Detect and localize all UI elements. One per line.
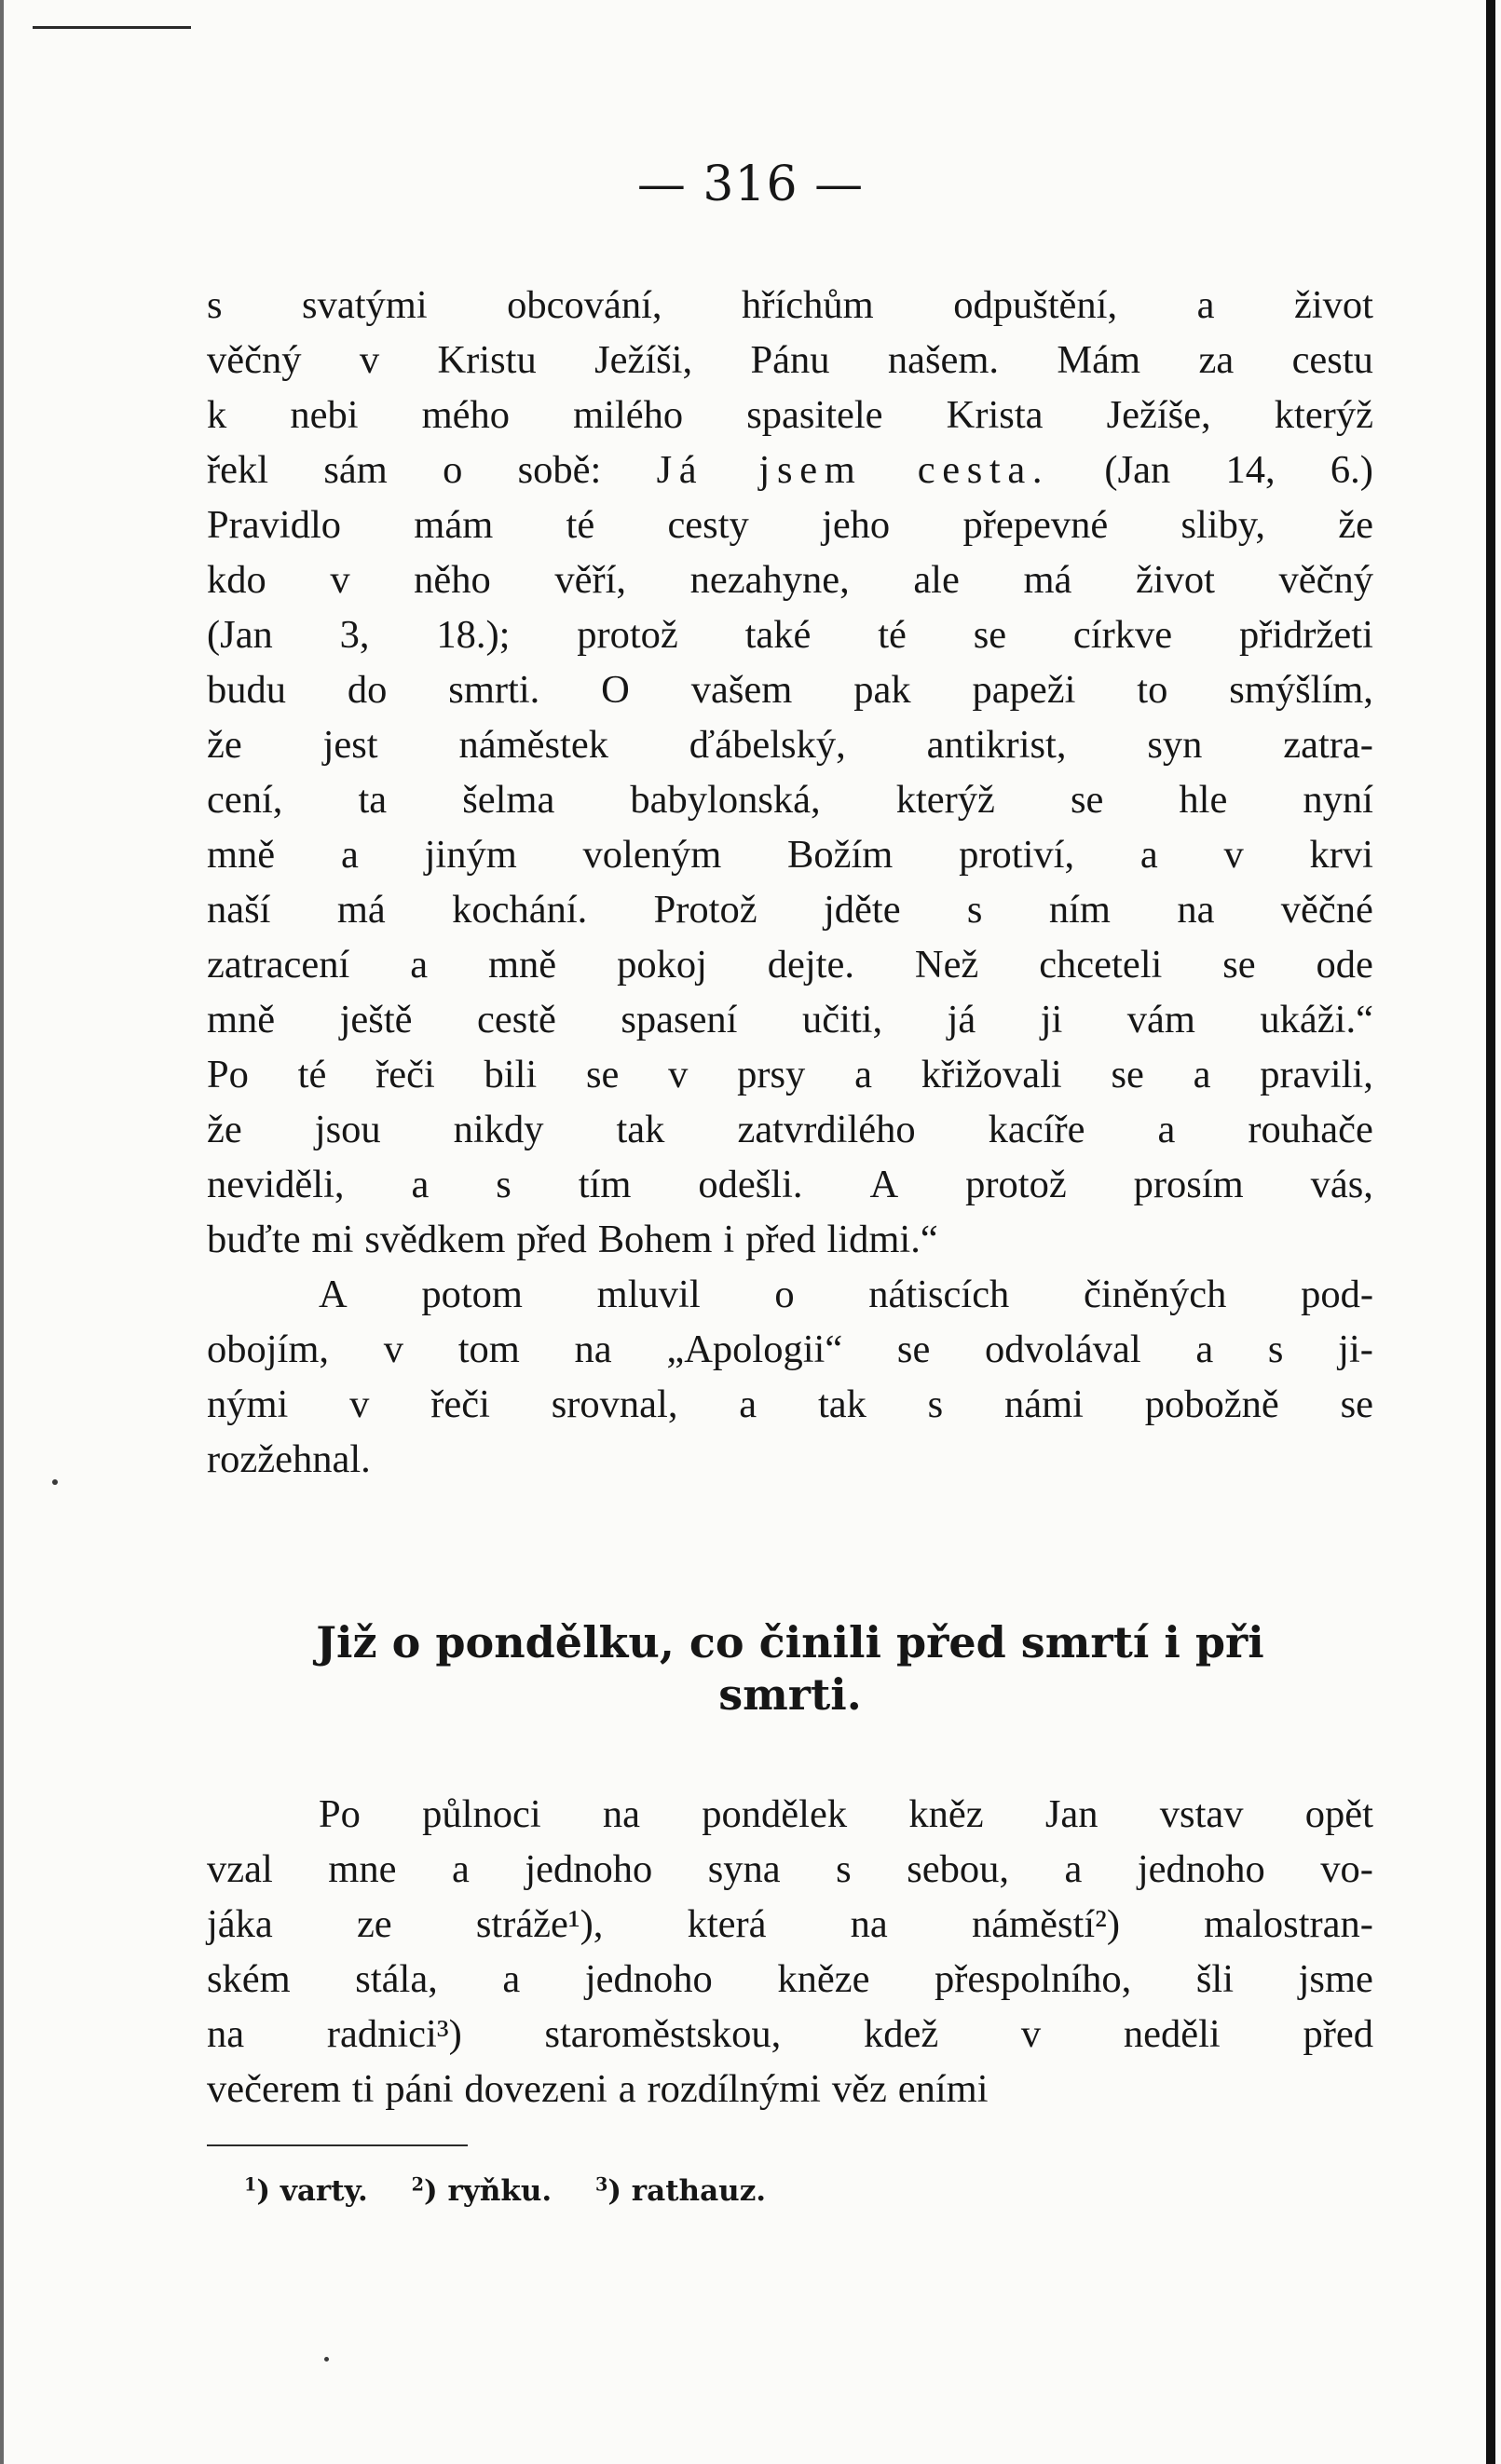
word: O bbox=[601, 668, 630, 712]
word: neviděli, bbox=[207, 1163, 345, 1206]
word: před bbox=[516, 1218, 587, 1261]
word: a bbox=[1157, 1108, 1176, 1151]
page-left-edge bbox=[0, 0, 4, 2464]
word: která bbox=[687, 1902, 767, 1946]
word: jeho bbox=[822, 503, 891, 547]
word: kacíře bbox=[988, 1108, 1085, 1151]
word: mluvil bbox=[596, 1273, 701, 1316]
word: s bbox=[836, 1847, 852, 1891]
word: ti bbox=[351, 2067, 375, 2111]
word: se bbox=[896, 1327, 931, 1371]
word: Krista bbox=[946, 393, 1044, 437]
word: spasení bbox=[621, 998, 738, 1041]
word: antikrist, bbox=[926, 723, 1067, 767]
word: věčné bbox=[1280, 888, 1373, 932]
word: vás, bbox=[1310, 1163, 1373, 1206]
footnote-1-mark: 1 bbox=[244, 2173, 257, 2196]
word: kněze bbox=[777, 1957, 870, 2001]
word: kdež bbox=[863, 2012, 939, 2056]
word: krvi bbox=[1309, 833, 1373, 877]
text-line bbox=[207, 772, 1373, 827]
word: nikdy bbox=[453, 1108, 544, 1151]
word: že bbox=[207, 723, 242, 767]
word: protož bbox=[965, 1163, 1067, 1206]
word: a bbox=[410, 943, 429, 987]
word: já bbox=[947, 998, 976, 1041]
word: a bbox=[739, 1382, 757, 1426]
print-speck bbox=[324, 2357, 329, 2362]
word: Protož bbox=[653, 888, 757, 932]
word: stráže¹), bbox=[475, 1902, 604, 1946]
word: jednoho bbox=[584, 1957, 713, 2001]
word: rozdílnými bbox=[647, 2067, 821, 2111]
word: se bbox=[973, 613, 1007, 657]
word: přepevné bbox=[962, 503, 1109, 547]
word: půlnoci bbox=[422, 1792, 541, 1836]
word: věří, bbox=[554, 558, 627, 602]
word: jáka bbox=[207, 1902, 273, 1946]
text-line bbox=[207, 1157, 1373, 1212]
word: jsem bbox=[758, 448, 863, 492]
word: v bbox=[668, 1053, 689, 1096]
section-heading bbox=[207, 1616, 1373, 1721]
word: za bbox=[1198, 338, 1235, 382]
text-line bbox=[207, 827, 1373, 882]
word: jest bbox=[322, 723, 378, 767]
word: ale bbox=[913, 558, 960, 602]
page-number: — 316 — bbox=[636, 157, 865, 212]
word: A bbox=[319, 1273, 348, 1316]
word: bili bbox=[484, 1053, 538, 1096]
word: přespolního, bbox=[935, 1957, 1132, 2001]
word: našem. bbox=[887, 338, 1000, 382]
text-line bbox=[207, 1102, 1373, 1157]
word: Bohem bbox=[597, 1218, 713, 1261]
word: ďábelský, bbox=[689, 723, 846, 767]
text-line bbox=[207, 442, 1373, 497]
word: ukáži.“ bbox=[1260, 998, 1373, 1041]
footnote-1 bbox=[244, 2174, 368, 2208]
word: Po bbox=[207, 1053, 249, 1096]
text-line bbox=[207, 333, 1373, 388]
word: něho bbox=[414, 558, 491, 602]
word: Než bbox=[914, 943, 979, 987]
word: hříchům bbox=[742, 283, 874, 327]
print-speck bbox=[52, 1479, 58, 1485]
section-heading-line-1: Již o pondělku, co činili před smrtí i při bbox=[316, 1617, 1264, 1668]
page-top-edge-mark bbox=[33, 26, 191, 29]
word: cesty bbox=[667, 503, 749, 547]
word: v bbox=[1020, 2012, 1042, 2056]
footnote-2-text: ) ryňku. bbox=[424, 2174, 553, 2208]
word: kdo bbox=[207, 558, 266, 602]
text-line bbox=[207, 607, 1373, 662]
word: život bbox=[1293, 283, 1373, 327]
text-line bbox=[207, 1787, 1373, 1842]
word: jsme bbox=[1298, 1957, 1373, 2001]
word: obojím, bbox=[207, 1327, 330, 1371]
word: té bbox=[566, 503, 595, 547]
text-line bbox=[207, 2007, 1373, 2062]
word: kněz bbox=[908, 1792, 984, 1836]
word: kterýž bbox=[895, 778, 995, 822]
word: že bbox=[1338, 503, 1373, 547]
word: před bbox=[745, 1218, 816, 1261]
text-line bbox=[207, 1842, 1373, 1897]
word: se bbox=[1222, 943, 1256, 987]
word: pondělek bbox=[702, 1792, 848, 1836]
word: na bbox=[1177, 888, 1215, 932]
word: hle bbox=[1179, 778, 1228, 822]
paragraph-2 bbox=[207, 1267, 1373, 1487]
word: ode bbox=[1316, 943, 1373, 987]
word: cení, bbox=[207, 778, 283, 822]
word: protož bbox=[577, 613, 678, 657]
word: svědkem bbox=[364, 1218, 506, 1261]
word: radnici³) bbox=[326, 2012, 462, 2056]
text-line bbox=[207, 278, 1373, 333]
word: té bbox=[297, 1053, 327, 1096]
word: na bbox=[602, 1792, 641, 1836]
word: Ježíši, bbox=[594, 338, 693, 382]
word: a bbox=[1064, 1847, 1083, 1891]
word: se bbox=[1340, 1382, 1373, 1426]
section-heading-line-2: smrti. bbox=[718, 1669, 862, 1720]
word: jděte bbox=[823, 888, 901, 932]
word: na bbox=[207, 2012, 245, 2056]
word: se bbox=[1070, 778, 1104, 822]
word: s bbox=[966, 888, 983, 932]
text-line bbox=[207, 1212, 1373, 1267]
word: a bbox=[854, 1053, 872, 1096]
word: učiti, bbox=[801, 998, 883, 1041]
word: vašem bbox=[690, 668, 793, 712]
word: také bbox=[744, 613, 812, 657]
text-line bbox=[207, 388, 1373, 442]
word: náměstí²) bbox=[971, 1902, 1121, 1946]
word: malostran- bbox=[1204, 1902, 1373, 1946]
word: že bbox=[207, 1108, 242, 1151]
word: ještě bbox=[339, 998, 413, 1041]
word: církve bbox=[1072, 613, 1173, 657]
word: odpuštění, bbox=[953, 283, 1118, 327]
word: námi bbox=[1004, 1382, 1084, 1426]
word: staroměstskou, bbox=[544, 2012, 782, 2056]
word: vo- bbox=[1320, 1847, 1373, 1891]
word: věčný bbox=[1278, 558, 1373, 602]
word: dovezeni bbox=[464, 2067, 607, 2111]
word: nyní bbox=[1303, 778, 1373, 822]
word: šelma bbox=[462, 778, 555, 822]
footnotes bbox=[244, 2172, 799, 2210]
word: obcování, bbox=[507, 283, 662, 327]
word: ním bbox=[1048, 888, 1111, 932]
word: chceteli bbox=[1039, 943, 1163, 987]
word: přidržeti bbox=[1238, 613, 1373, 657]
word: Po bbox=[319, 1792, 361, 1836]
word: 6.) bbox=[1330, 448, 1373, 492]
word: v bbox=[330, 558, 350, 602]
word: prosím bbox=[1133, 1163, 1244, 1206]
word: potom bbox=[421, 1273, 523, 1316]
word: věz bbox=[831, 2067, 887, 2111]
footnote-rule bbox=[207, 2144, 468, 2146]
word: tím bbox=[578, 1163, 632, 1206]
word: do bbox=[347, 668, 388, 712]
word: odvolával bbox=[985, 1327, 1141, 1371]
text-line bbox=[207, 1047, 1373, 1102]
word: mi bbox=[311, 1218, 354, 1261]
word: a bbox=[1139, 833, 1158, 877]
word: Božím bbox=[787, 833, 894, 877]
text-line bbox=[207, 992, 1373, 1047]
word: o bbox=[443, 448, 463, 492]
word: má bbox=[336, 888, 386, 932]
word: mne bbox=[328, 1847, 397, 1891]
text-line bbox=[207, 1432, 1373, 1487]
word: v bbox=[1223, 833, 1244, 877]
word: té bbox=[878, 613, 907, 657]
word: a bbox=[1193, 1053, 1211, 1096]
word: dejte. bbox=[767, 943, 854, 987]
word: mně bbox=[207, 833, 276, 877]
word: řekl bbox=[207, 448, 269, 492]
word: i bbox=[723, 1218, 735, 1261]
word: odešli. bbox=[698, 1163, 803, 1206]
word: opět bbox=[1304, 1792, 1373, 1836]
word: na bbox=[574, 1327, 612, 1371]
word: mám bbox=[414, 503, 494, 547]
word: a bbox=[1195, 1327, 1214, 1371]
word: mého bbox=[421, 393, 510, 437]
word: A bbox=[869, 1163, 899, 1206]
word: „Apologii“ bbox=[666, 1327, 843, 1371]
word: má bbox=[1023, 558, 1072, 602]
word: jiným bbox=[424, 833, 517, 877]
word: pokoj bbox=[617, 943, 707, 987]
word: o bbox=[774, 1273, 795, 1316]
word: s bbox=[207, 283, 223, 327]
text-line bbox=[207, 497, 1373, 552]
word: stála, bbox=[355, 1957, 438, 2001]
word: v bbox=[359, 338, 380, 382]
word: lidmi.“ bbox=[826, 1218, 938, 1261]
word: sobě: bbox=[517, 448, 602, 492]
word: cestu bbox=[1291, 338, 1373, 382]
word: syna bbox=[707, 1847, 781, 1891]
word: zatra- bbox=[1283, 723, 1373, 767]
word: náměstek bbox=[458, 723, 608, 767]
word: nátiscích bbox=[868, 1273, 1010, 1316]
word: voleným bbox=[582, 833, 722, 877]
word: mně bbox=[207, 998, 276, 1041]
text-line bbox=[207, 2062, 1373, 2117]
text-line bbox=[207, 717, 1373, 772]
word: tom bbox=[457, 1327, 520, 1371]
word: 3, bbox=[339, 613, 370, 657]
word: Mám bbox=[1057, 338, 1141, 382]
word: řeči bbox=[430, 1382, 490, 1426]
text-line bbox=[207, 552, 1373, 607]
word: před bbox=[1303, 2012, 1373, 2056]
word: 18.); bbox=[436, 613, 511, 657]
word: smýšlím, bbox=[1229, 668, 1373, 712]
word: neděli bbox=[1123, 2012, 1221, 2056]
word: smrti. bbox=[448, 668, 540, 712]
word: Ježíše, bbox=[1106, 393, 1211, 437]
word: cestě bbox=[476, 998, 556, 1041]
word: kochání. bbox=[452, 888, 588, 932]
word: babylonská, bbox=[630, 778, 821, 822]
word: ji- bbox=[1338, 1327, 1373, 1371]
word: nezahyne, bbox=[689, 558, 850, 602]
word: jednoho bbox=[1137, 1847, 1265, 1891]
word: vzal bbox=[207, 1847, 273, 1891]
word: vám bbox=[1126, 998, 1195, 1041]
word: spasitele bbox=[746, 393, 883, 437]
footnote-1-text: ) varty. bbox=[256, 2174, 368, 2208]
word: to bbox=[1137, 668, 1168, 712]
word: s bbox=[1267, 1327, 1284, 1371]
word: šli bbox=[1195, 1957, 1235, 2001]
word: eními bbox=[897, 2067, 989, 2111]
word: zatracení bbox=[207, 943, 350, 987]
word: s bbox=[496, 1163, 512, 1206]
word: Pravidlo bbox=[207, 503, 342, 547]
word: rouhače bbox=[1248, 1108, 1373, 1151]
word: sebou, bbox=[907, 1847, 1009, 1891]
footnote-3-text: ) rathauz. bbox=[607, 2174, 767, 2208]
word: věčný bbox=[207, 338, 302, 382]
word: v bbox=[349, 1382, 370, 1426]
word: zatvrdilého bbox=[737, 1108, 916, 1151]
word: nými bbox=[207, 1382, 289, 1426]
word: ji bbox=[1040, 998, 1063, 1041]
word: Pánu bbox=[750, 338, 830, 382]
word: srovnal, bbox=[551, 1382, 678, 1426]
word: a bbox=[451, 1847, 470, 1891]
footnote-2 bbox=[412, 2174, 553, 2208]
word: tak bbox=[616, 1108, 665, 1151]
word: syn bbox=[1147, 723, 1203, 767]
word: vstav bbox=[1159, 1792, 1244, 1836]
word: křižovali bbox=[921, 1053, 1062, 1096]
word: činěných bbox=[1083, 1273, 1227, 1316]
footnote-2-mark: 2 bbox=[411, 2173, 425, 2196]
word: milého bbox=[573, 393, 684, 437]
word: Já bbox=[656, 448, 704, 492]
word: Kristu bbox=[437, 338, 537, 382]
word: páni bbox=[385, 2067, 454, 2111]
word: v bbox=[383, 1327, 404, 1371]
word: na bbox=[850, 1902, 888, 1946]
paragraph-3 bbox=[207, 1787, 1373, 2117]
word: ze bbox=[356, 1902, 392, 1946]
word: se bbox=[585, 1053, 620, 1096]
word: pak bbox=[853, 668, 911, 712]
paragraph-1 bbox=[207, 278, 1373, 1267]
word: pod- bbox=[1301, 1273, 1373, 1316]
text-line bbox=[207, 1322, 1373, 1377]
word: pravili, bbox=[1260, 1053, 1373, 1096]
text-line bbox=[207, 937, 1373, 992]
word: se bbox=[1111, 1053, 1144, 1096]
word: kterýž bbox=[1274, 393, 1373, 437]
word: a bbox=[340, 833, 359, 877]
word: život bbox=[1135, 558, 1215, 602]
word: a bbox=[1196, 283, 1215, 327]
word: a bbox=[502, 1957, 521, 2001]
word: a bbox=[618, 2067, 636, 2111]
word: naší bbox=[207, 888, 271, 932]
word: řeči bbox=[375, 1053, 435, 1096]
word: večerem bbox=[207, 2067, 341, 2111]
word: tak bbox=[817, 1382, 866, 1426]
word: protiví, bbox=[959, 833, 1075, 877]
word: cesta. bbox=[917, 448, 1050, 492]
word: s bbox=[927, 1382, 944, 1426]
word: (Jan bbox=[1104, 448, 1171, 492]
text-line bbox=[207, 1267, 1373, 1322]
word: ta bbox=[358, 778, 388, 822]
word: jsou bbox=[314, 1108, 381, 1151]
word: (Jan bbox=[207, 613, 273, 657]
word: k bbox=[207, 393, 227, 437]
word: 14, bbox=[1225, 448, 1276, 492]
word: sám bbox=[323, 448, 388, 492]
text-line bbox=[207, 1952, 1373, 2007]
word: svatými bbox=[302, 283, 428, 327]
footnote-3 bbox=[595, 2174, 766, 2208]
word: mně bbox=[488, 943, 557, 987]
word: jednoho bbox=[525, 1847, 653, 1891]
text-line bbox=[207, 1897, 1373, 1952]
word: rozžehnal. bbox=[207, 1437, 371, 1481]
word: ském bbox=[207, 1957, 291, 2001]
word: buďte bbox=[207, 1218, 301, 1261]
word: a bbox=[411, 1163, 430, 1206]
text-line bbox=[207, 882, 1373, 937]
word: Jan bbox=[1044, 1792, 1098, 1836]
word: prsy bbox=[737, 1053, 806, 1096]
word: pobožně bbox=[1144, 1382, 1279, 1426]
footnote-3-mark: 3 bbox=[594, 2173, 608, 2196]
text-line bbox=[207, 662, 1373, 717]
word: papeži bbox=[972, 668, 1076, 712]
text-line bbox=[207, 1377, 1373, 1432]
word: nebi bbox=[290, 393, 359, 437]
word: sliby, bbox=[1180, 503, 1265, 547]
word: budu bbox=[207, 668, 286, 712]
page-right-edge bbox=[1486, 0, 1495, 2464]
